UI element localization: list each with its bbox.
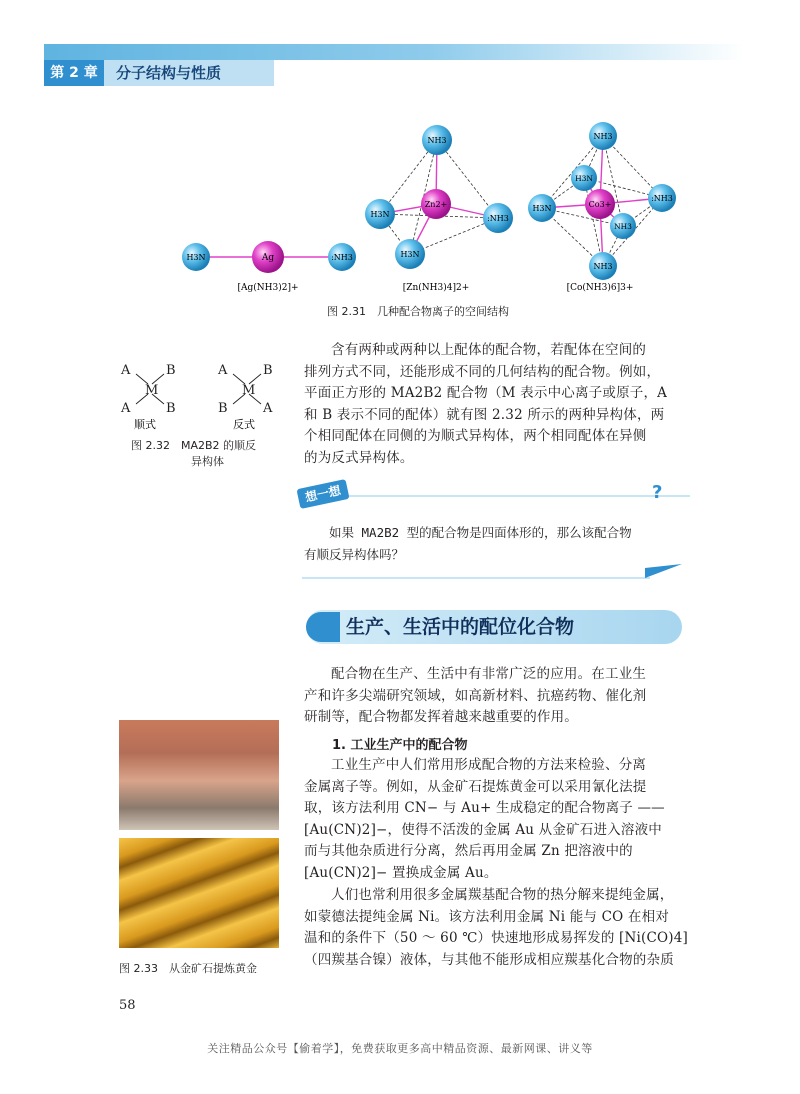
- think-tag: 想一想: [296, 479, 349, 509]
- chapter-title: 分子结构与性质: [104, 60, 274, 86]
- paragraph-isomers: 含有两种或两种以上配体的配合物，若配体在空间的 排列方式不同，还能形成不同的几何结构的配合物。例如， 平面正方形的 MA2B2 配合物（M 表示中心离子或原子，A 和 B 表示不同的配体）就有图 2.32 所示的两种异构体，两 个相同配体在同侧的为顺式异构体，两个相同配体在异侧 的为反式异构体。: [304, 342, 668, 466]
- question-mark-icon: ?: [652, 482, 663, 503]
- svg-text:M: M: [242, 383, 256, 398]
- svg-text:B: B: [218, 401, 228, 416]
- gold-bars-photo: [119, 838, 279, 948]
- figure-2-32-caption-line1: 图 2.32 MA2B2 的顺反: [131, 439, 257, 452]
- svg-text:B: B: [166, 363, 176, 378]
- zn-left-ligand: H3N: [370, 210, 390, 219]
- think-question: 如果 MA2B2 型的配合物是四面体形的，那么该配合物 有顺反异构体吗？: [304, 525, 632, 562]
- zn-complex: [365, 125, 513, 293]
- section-marker: [306, 612, 340, 642]
- co-top-ligand: NH3: [593, 132, 613, 141]
- subheading-industrial: 1. 工业生产中的配合物: [332, 738, 468, 753]
- co-right-ligand: :NH3: [651, 194, 673, 203]
- svg-text:B: B: [263, 363, 273, 378]
- trans-label: 反式: [233, 418, 255, 431]
- figure-2-32-caption: [131, 438, 256, 470]
- chapter-number: 第 2 章: [44, 60, 104, 86]
- figure-2-31-caption: 图 2.31 几种配合物离子的空间结构: [327, 305, 509, 318]
- ag-label: [Ag(NH3)2]+: [237, 283, 299, 293]
- co-center: Co3+: [588, 200, 612, 209]
- section-title: 生产、生活中的配位化合物: [346, 616, 575, 638]
- gold-mine-photo: [119, 720, 279, 830]
- figure-2-32-caption-line2: 异构体: [191, 455, 224, 468]
- zn-label: [Zn(NH3)4]2+: [402, 283, 470, 293]
- ag-left-ligand: H3N: [186, 253, 206, 262]
- co-upper-ligand: H3N: [575, 174, 593, 183]
- co-front-ligand: NH3: [614, 222, 632, 231]
- footer-note: 关注精品公众号【偷着学】，免费获取更多高中精品资源、最新网课、讲义等: [207, 1042, 593, 1055]
- svg-text:A: A: [121, 363, 131, 378]
- zn-bottom-ligand: H3N: [400, 250, 420, 259]
- ag-complex: [182, 241, 356, 293]
- svg-text:A: A: [218, 363, 228, 378]
- co-complex: [528, 122, 676, 293]
- zn-center: Zn2+: [424, 200, 448, 209]
- ag-center: Ag: [261, 253, 275, 263]
- paragraph-applications: 配合物在生产、生活中有非常广泛的应用。在工业生 产和许多尖端研究领域，如高新材料、抗癌药物、催化剂 研制等，配合物都发挥着越来越重要的作用。: [304, 666, 647, 725]
- svg-text:M: M: [145, 383, 159, 398]
- page-number: 58: [119, 998, 136, 1013]
- co-label: [Co(NH3)6]3+: [566, 283, 634, 293]
- co-bottom-ligand: NH3: [593, 262, 613, 271]
- svg-text:A: A: [121, 401, 131, 416]
- ag-right-ligand: :NH3: [331, 253, 353, 262]
- header-bar: [44, 44, 744, 60]
- svg-text:A: A: [263, 401, 273, 416]
- figure-2-31: [170, 118, 690, 300]
- paragraph-gold-extraction: 工业生产中人们常用形成配合物的方法来检验、分离 金属离子等。例如，从金矿石提炼黄金可以采用氰化法提 取，该方法利用 CN− 与 Au+ 生成稳定的配合物离子 —— [Au(CN)2]−，使得不活泼的金属 Au 从金矿石进入溶液中 而与其他杂质进行分离，然后再用金属 Zn 把溶液中的 [Au(CN)2]− 置换成金属 Au。: [304, 757, 665, 881]
- zn-top-ligand: NH3: [427, 136, 447, 145]
- co-left-ligand: H3N: [532, 204, 552, 213]
- paragraph-mond-process: 人们也常利用很多金属羰基配合物的热分解来提纯金属， 如蒙德法提纯金属 Ni。该方法利用金属 Ni 能与 CO 在相对 温和的条件下（50 ～ 60 ℃）快速地形成易挥发的 [Ni(CO)4] （四羰基合镍）液体，与其他不能形成相应羰基化合物的杂质: [304, 887, 689, 968]
- figure-2-33-caption: 图 2.33 从金矿石提炼黄金: [119, 962, 257, 975]
- figure-2-32: [118, 360, 288, 432]
- zn-right-ligand: :NH3: [487, 214, 509, 223]
- svg-text:B: B: [166, 401, 176, 416]
- cis-label: 顺式: [134, 418, 156, 431]
